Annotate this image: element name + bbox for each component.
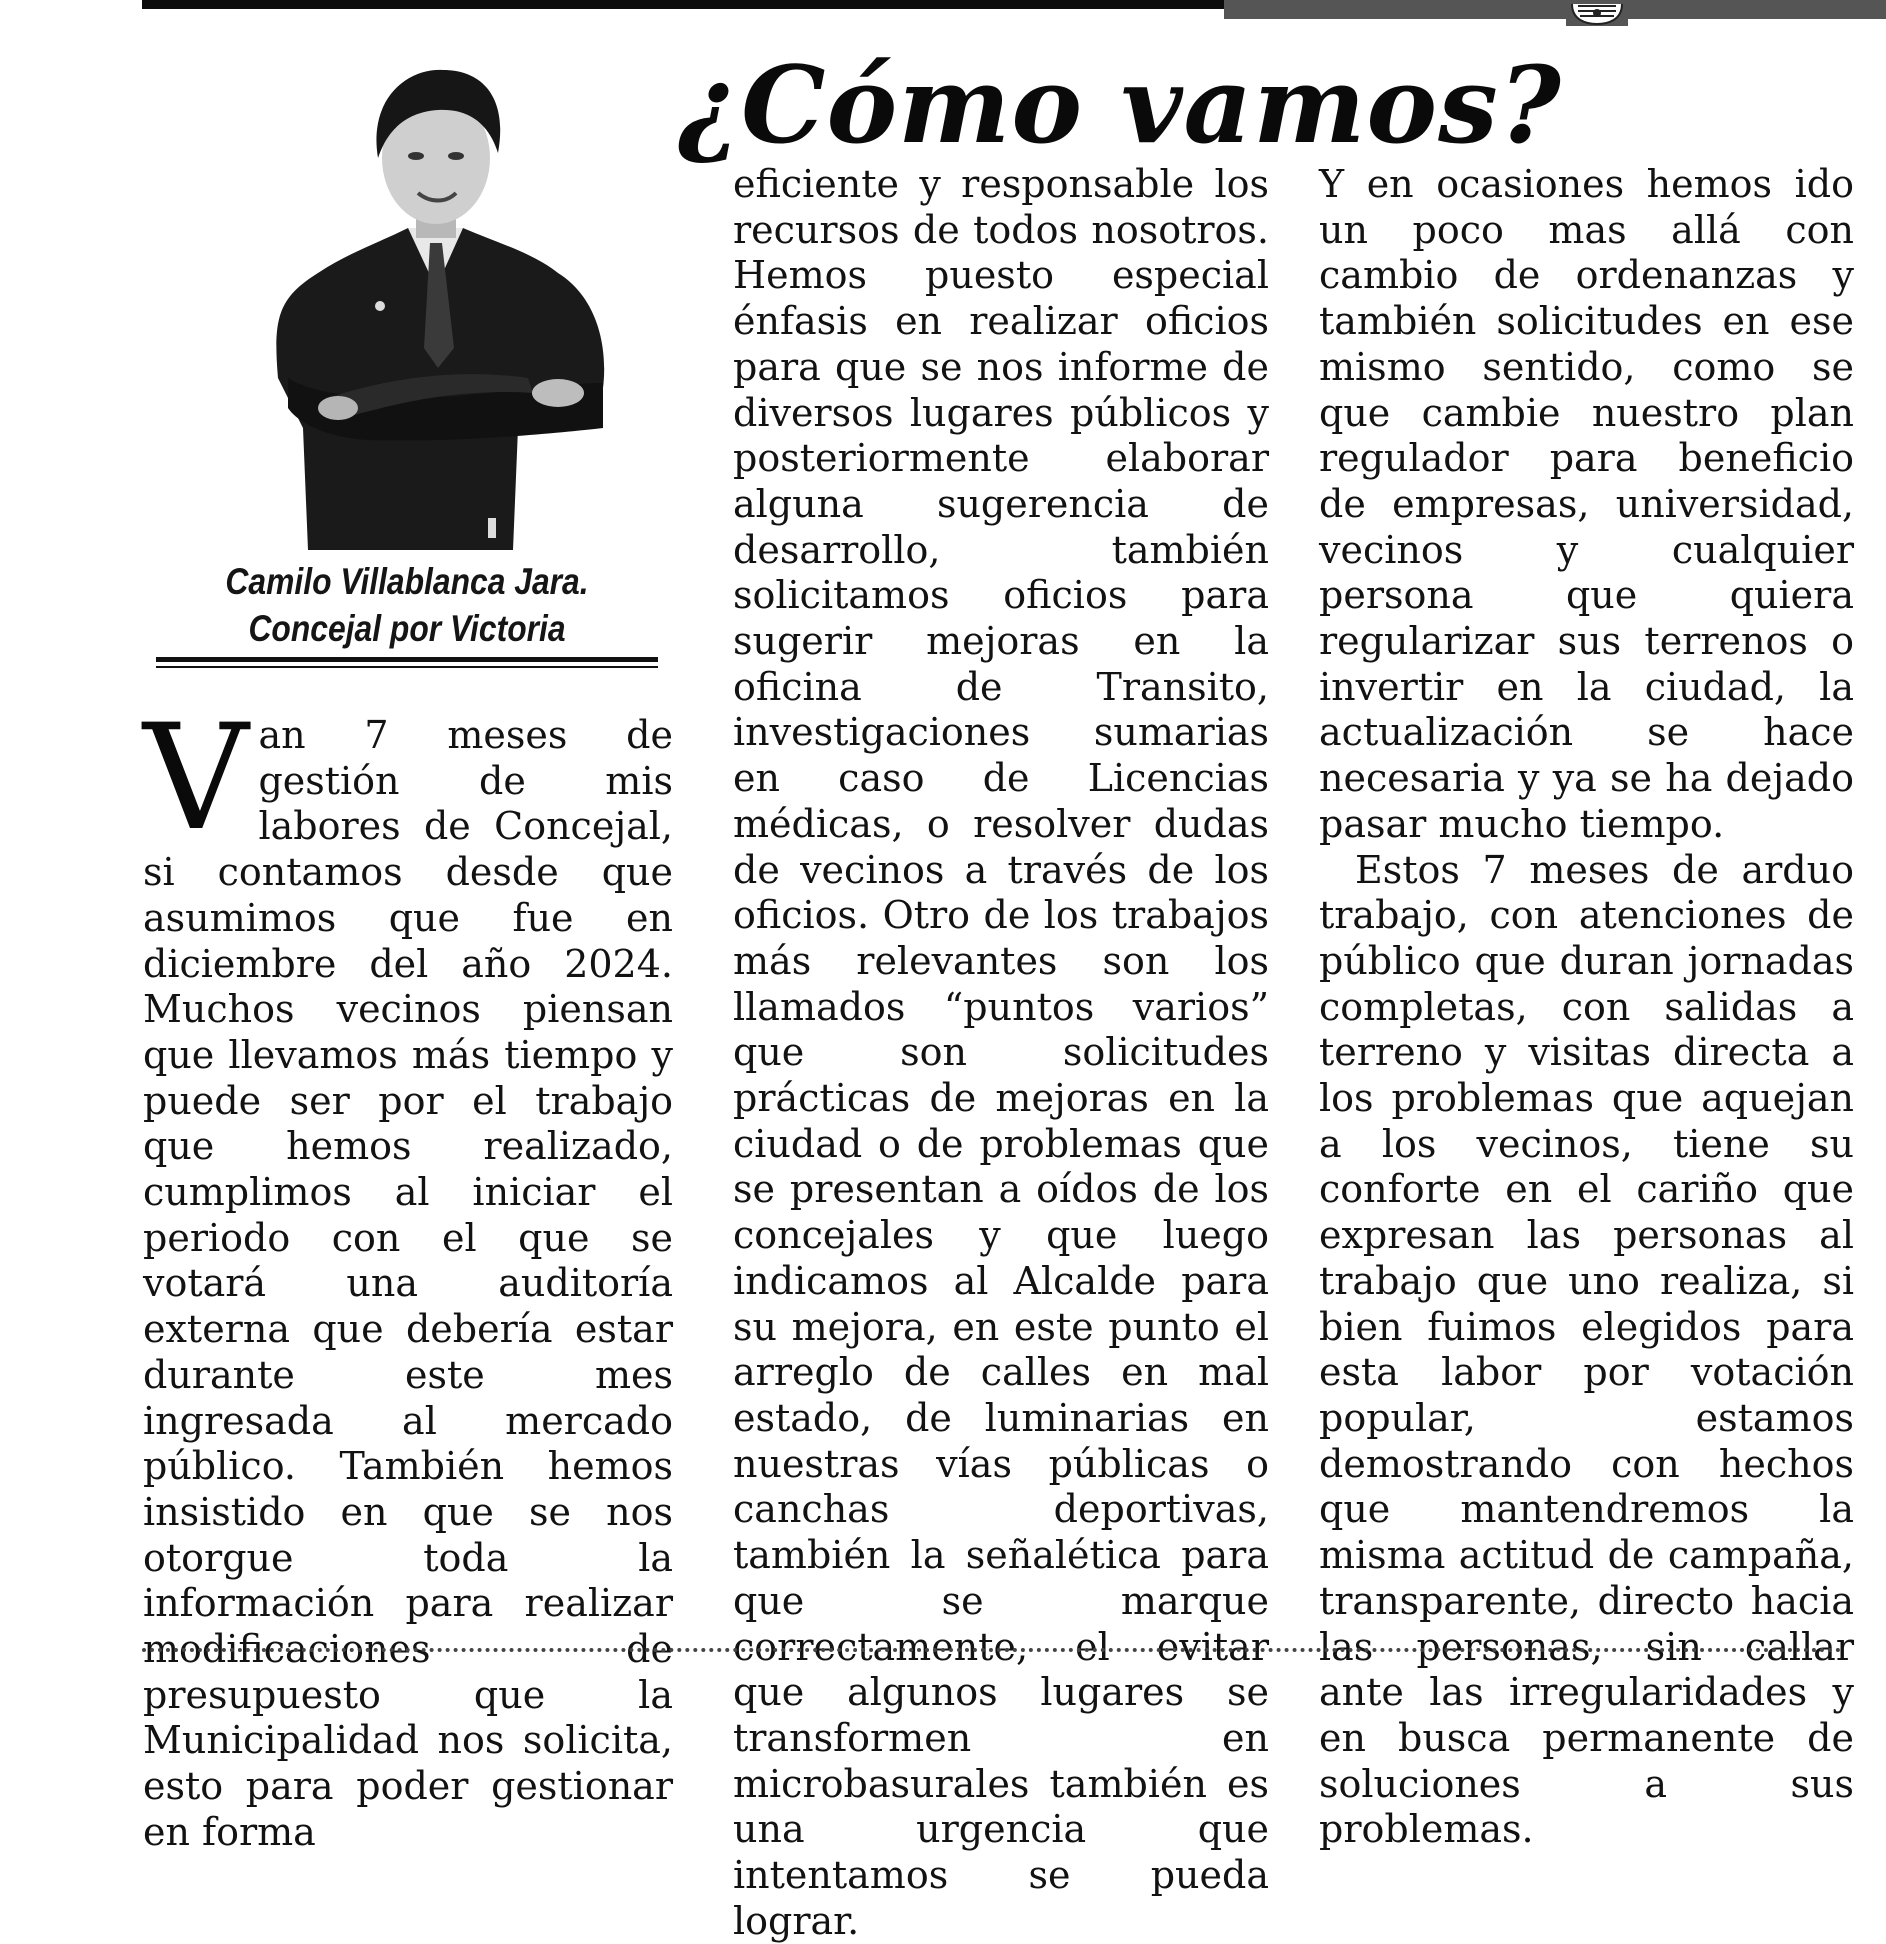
article-column-1 <box>143 693 673 1856</box>
byline-rule <box>156 657 658 662</box>
article-column-2 <box>733 162 1269 1944</box>
drop-cap: V <box>143 693 249 863</box>
top-rule <box>142 0 1224 9</box>
article-title: ¿Cómo vamos? <box>678 42 1562 167</box>
column-2-text: eficiente y responsable los recursos de todos nosotros. Hemos puesto especial énfasis en realizar oficios para que se nos informe de diversos lugares públicos y posteriormente elaborar alguna sugerencia de desarrollo, también solicitamos oficios para sugerir mejoras en la oficina de Transito, investigaciones sumarias en caso de Licencias médicas, o resolver dudas de vecinos a través de los oficios. Otro de los trabajos más relevantes son los llamados “puntos varios” que son solicitudes prácticas de mejoras en la ciudad o de problemas que se presentan a oídos de los concejales y que luego indicamos al Alcalde para su mejora, en este punto el arreglo de calles en mal estado, de luminarias en nuestras vías públicas o canchas deportivas, también la señalética para que se marque correctamente, el evitar que algunos lugares se transformen en microbasurales también es una urgencia que intentamos se pueda lograr. <box>733 162 1269 1943</box>
author-role: Concejal por Victoria <box>248 608 566 649</box>
author-photo <box>258 48 620 550</box>
column-3-paragraph-1: Y en ocasiones hemos ido un poco mas allá con cambio de ordenanzas y también solicitudes en ese mismo sentido, como se que cambie nuestro plan regulador para beneficio de empresas, universidad, vecinos y cualquier persona que quiera regularizar sus terrenos o invertir en la ciudad, la actualización se hace necesaria y ya se ha dejado pasar mucho tiempo. <box>1319 162 1854 846</box>
crest-icon <box>1566 0 1628 26</box>
bottom-dotted-rule <box>142 1648 1842 1652</box>
column-3-paragraph-2: Estos 7 meses de arduo trabajo, con atenciones de público que duran jornadas completas, con salidas a terreno y visitas directa a los problemas que aquejan a los vecinos, tiene su conforte en el cariño que expresan las personas al trabajo que uno realiza, si bien fuimos elegidos para esta labor por votación popular, estamos demostrando con hechos que mantendremos la misma actitud de campaña, transparente, directo hacia las personas, sin callar ante las irregularidades y en busca permanente de soluciones a sus problemas. <box>1319 847 1854 1852</box>
section-bar <box>1224 0 1886 19</box>
column-1-text: an 7 meses de gestión de mis labores de Concejal, si contamos desde que asumimos que fue en diciembre del año 2024. Muchos vecinos piensan que llevamos más tiempo y puede ser por el trabajo que hemos realizado, cumplimos al iniciar el periodo con el que se votará una auditoría externa que debería estar durante este mes ingresada al mercado público. También hemos insistido en que se nos otorgue toda la información para realizar modificaciones de presupuesto que la Municipalidad nos solicita, esto para poder gestionar en forma <box>143 713 673 1854</box>
article-column-3 <box>1319 162 1854 1853</box>
author-byline <box>156 558 658 652</box>
byline-rule-thin <box>156 666 658 668</box>
author-name: Camilo Villablanca Jara. <box>225 561 589 602</box>
